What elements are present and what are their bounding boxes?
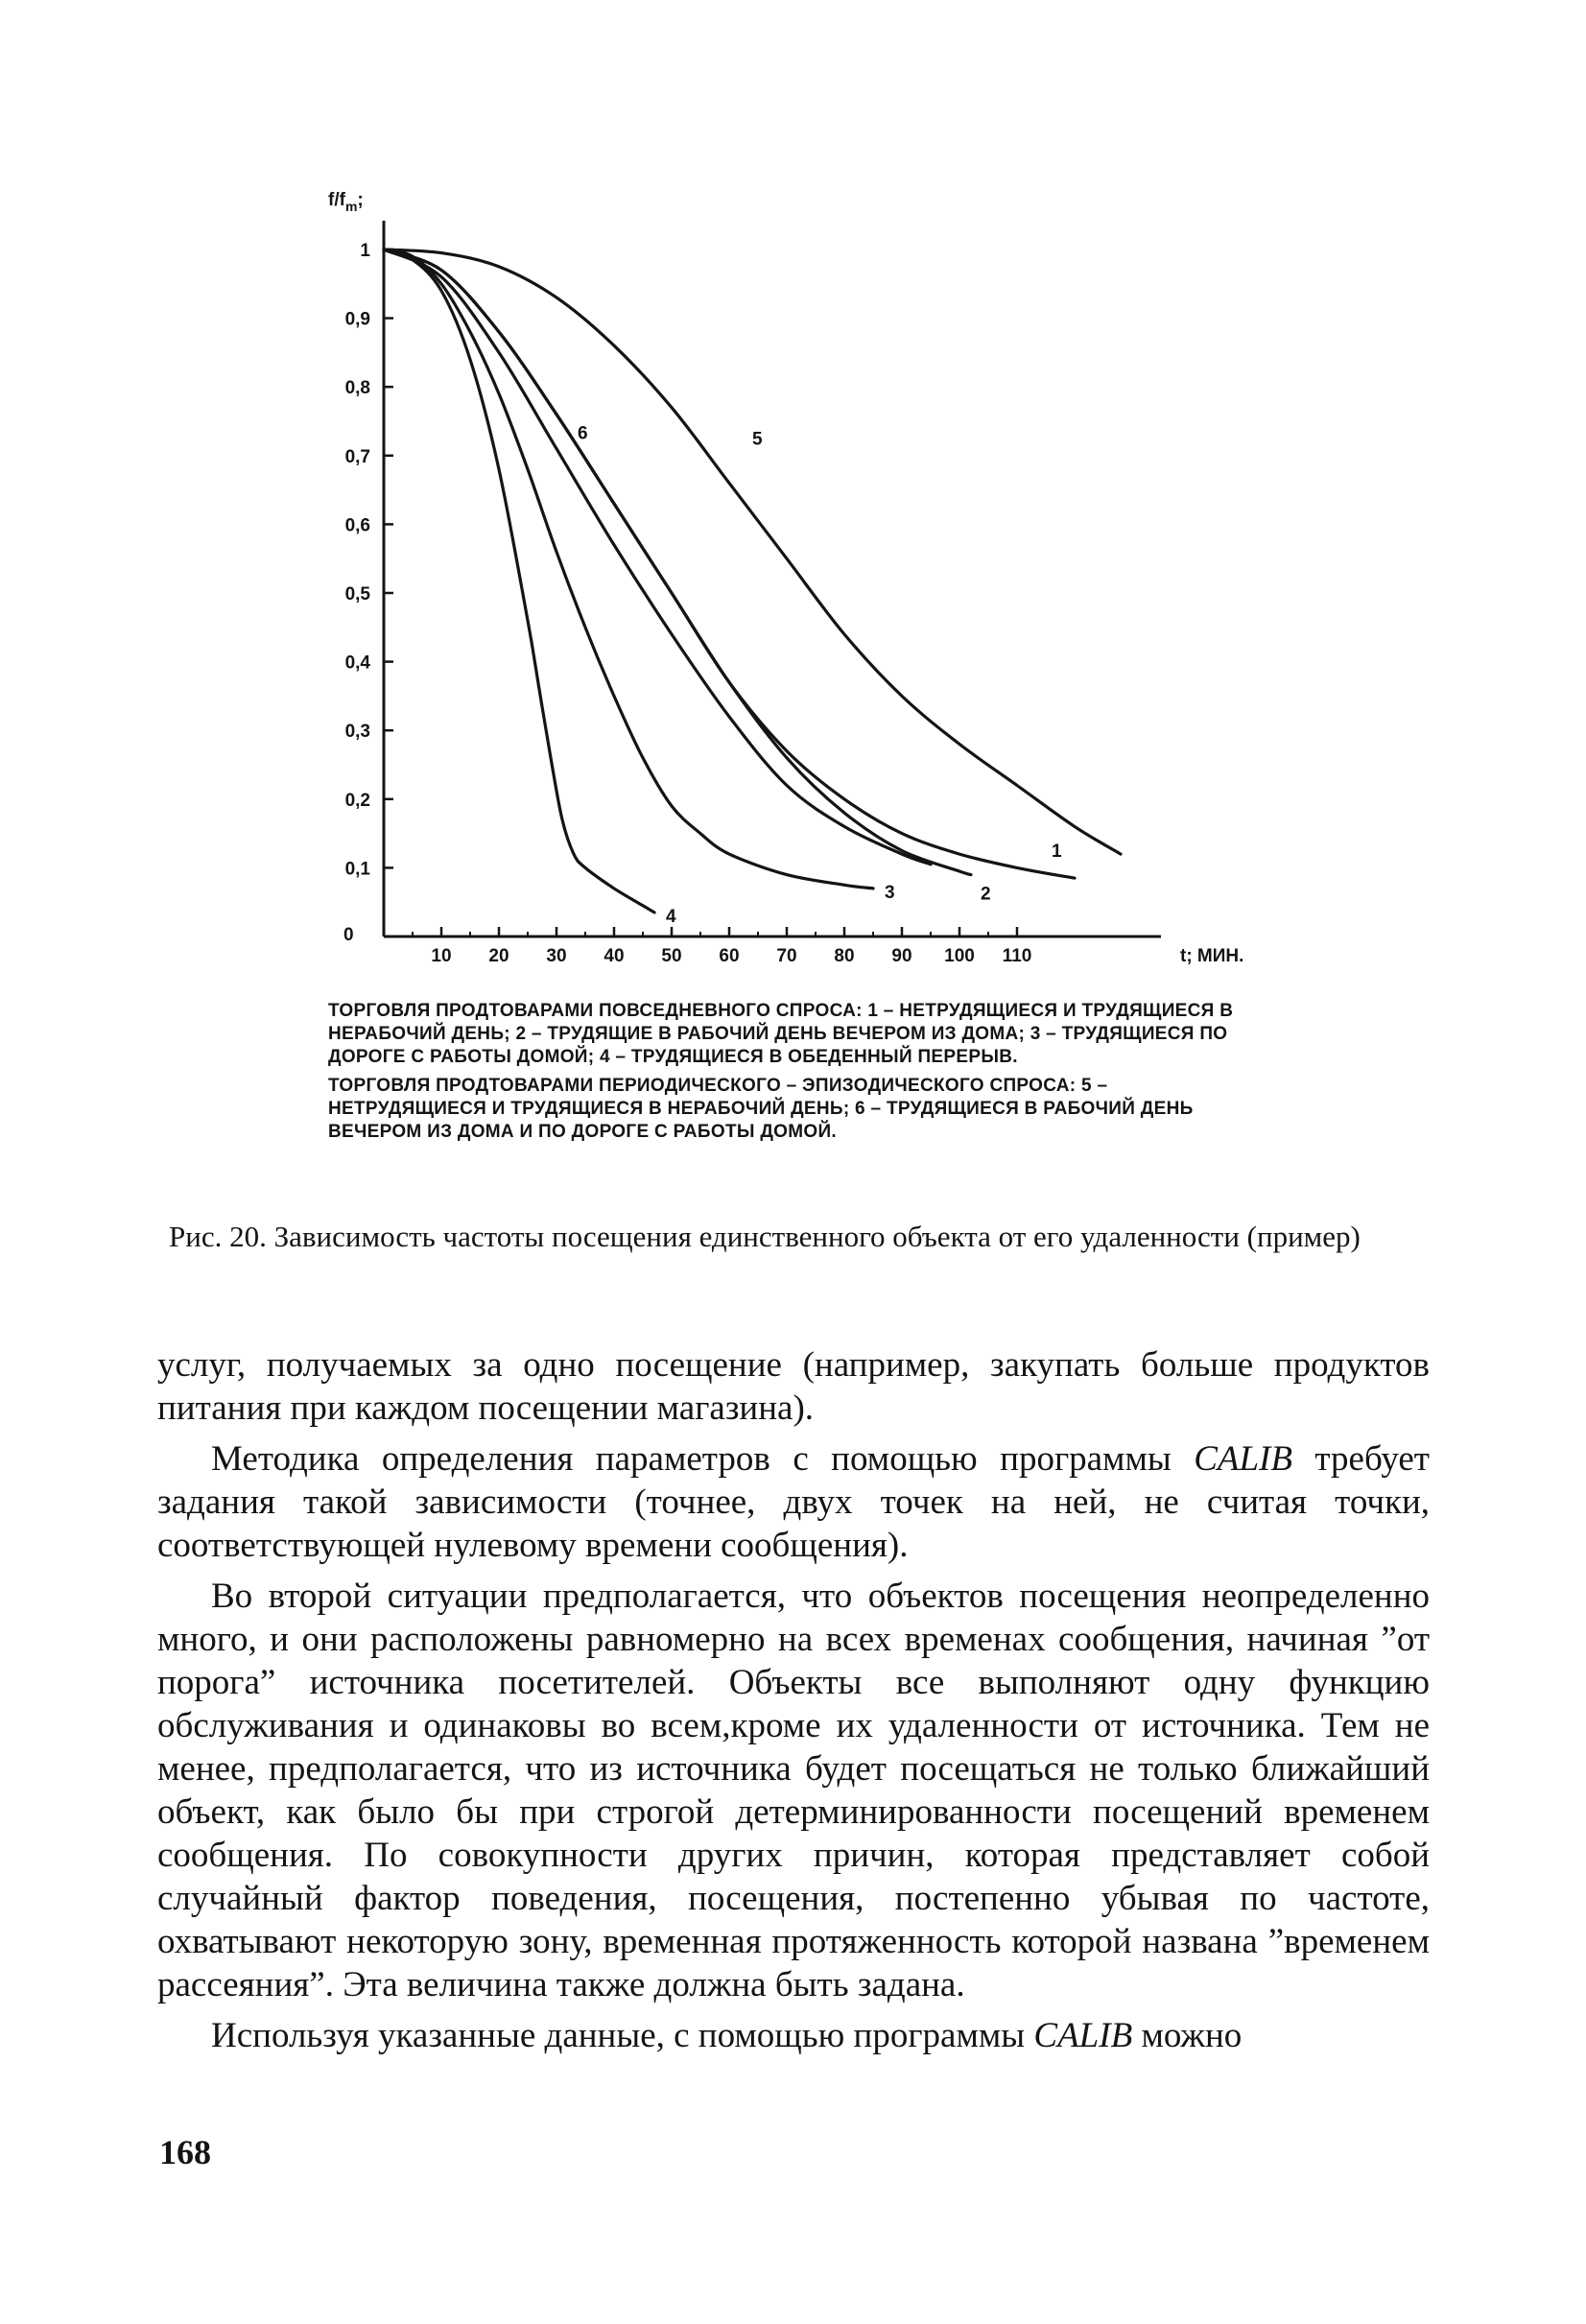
chart-curves bbox=[384, 249, 1121, 927]
x-tick-label: 110 bbox=[1002, 946, 1032, 966]
paragraph-4: Используя указанные данные, с помощью программы CALIB можно bbox=[211, 2016, 1243, 2055]
x-tick-label: 60 bbox=[719, 946, 740, 966]
curve-label-5: 5 bbox=[752, 429, 763, 450]
chart-axes bbox=[384, 221, 1161, 937]
curve-label-6: 6 bbox=[578, 423, 588, 444]
x-axis-label: t; МИН. bbox=[1180, 946, 1244, 966]
y-tick-label: 0,2 bbox=[344, 790, 370, 811]
x-tick-label: 30 bbox=[546, 946, 567, 966]
y-tick-label: 0,4 bbox=[344, 652, 370, 674]
y-tick-label: 0,9 bbox=[344, 309, 370, 330]
y-tick-label: 0,6 bbox=[344, 515, 370, 536]
y-tick-label: 0,8 bbox=[344, 378, 370, 399]
page-number: 168 bbox=[159, 2133, 211, 2171]
curve-1 bbox=[384, 249, 1075, 878]
curve-6 bbox=[384, 249, 931, 865]
legend-periodic-demand: ТОРГОВЛЯ ПРОДТОВАРАМИ ПЕРИОДИЧЕСКОГО – ЭПИЗОДИЧЕСКОГО СПРОСА: 5 – НЕТРУДЯЩИЕСЯ И ТРУДЯЩИЕСЯ В НЕРАБОЧИЙ ДЕНЬ; 6 – ТРУДЯЩИЕСЯ В РАБОЧИЙ ДЕНЬ ВЕЧЕРОМ ИЗ ДОМА И ПО ДОРОГЕ С РАБОТЫ ДОМОЙ. bbox=[328, 1076, 1194, 1142]
body-text bbox=[157, 1343, 1430, 2065]
curve-4 bbox=[384, 249, 654, 913]
program-name: CALIB bbox=[1033, 2016, 1133, 2055]
paragraph-3: Во второй ситуации предполагается, что объектов посещения неопределенно много, и они расположены равномерно на всех временах сообщения, начиная ”от порога” источника посетителей. Объекты все выполняют одну функцию обслуживания и одинаковы во всем,кроме их удаленности от источника. Тем не менее, предполагается, что из источника будет посещаться не только ближайший объект, как было бы при строгой детерминированности посещений временем сообщения. По совокупности других причин, которая представляет собой случайный фактор поведения, посещения, постепенно убывая по частоте, охватывают некоторую зону, временная протяженность которой названа ”временем рассеяния”. Эта величина также должна быть задана. bbox=[157, 1577, 1430, 2004]
x-tick-label: 90 bbox=[891, 946, 912, 966]
x-tick-label: 50 bbox=[661, 946, 682, 966]
curve-label-4: 4 bbox=[666, 906, 676, 927]
curve-2 bbox=[384, 249, 971, 875]
y-tick-label: 0,5 bbox=[344, 584, 370, 605]
y-tick-label: 0,3 bbox=[344, 722, 370, 743]
origin-label: 0 bbox=[343, 925, 354, 945]
x-tick-label: 80 bbox=[834, 946, 855, 966]
curve-label-1: 1 bbox=[1052, 842, 1062, 863]
chart-ticks bbox=[345, 241, 1032, 966]
x-tick-label: 10 bbox=[431, 946, 452, 966]
legend-daily-demand: ТОРГОВЛЯ ПРОДТОВАРАМИ ПОВСЕДНЕВНОГО СПРОСА: 1 – НЕТРУДЯЩИЕСЯ И ТРУДЯЩИЕСЯ В НЕРАБОЧИЙ ДЕНЬ; 2 – ТРУДЯЩИЕ В РАБОЧИЙ ДЕНЬ ВЕЧЕРОМ ИЗ ДОМА; 3 – ТРУДЯЩИЕСЯ ПО ДОРОГЕ С РАБОТЫ ДОМОЙ; 4 – ТРУДЯЩИЕСЯ В ОБЕДЕННЫЙ ПЕРЕРЫВ. bbox=[328, 1001, 1234, 1067]
x-tick-label: 20 bbox=[488, 946, 509, 966]
curve-label-2: 2 bbox=[981, 884, 991, 905]
paragraph-1: услуг, получаемых за одно посещение (например, закупать больше продуктов питания при каждом посещении магазина). bbox=[157, 1345, 1430, 1428]
curve-label-3: 3 bbox=[885, 882, 895, 903]
figure-legend bbox=[328, 1000, 1268, 1150]
x-tick-label: 70 bbox=[776, 946, 797, 966]
curve-5 bbox=[384, 249, 1121, 854]
x-tick-label: 100 bbox=[944, 946, 975, 966]
paragraph-2: Методика определения параметров с помощью программы CALIB требует задания такой зависимости (точнее, двух точек на ней, не считая точки, соответствующей нулевому времени сообщения). bbox=[157, 1439, 1430, 1565]
y-axis-label: $f/f_m$; bbox=[328, 190, 364, 214]
figure-caption: Рис. 20. Зависимость частоты посещения единственного объекта от его удаленности (пример) bbox=[169, 1220, 1361, 1253]
y-tick-label: 0,1 bbox=[344, 859, 370, 880]
y-tick-label: 0,7 bbox=[344, 446, 370, 467]
y-tick-label: 1 bbox=[360, 241, 370, 261]
program-name: CALIB bbox=[1194, 1439, 1292, 1479]
x-tick-label: 40 bbox=[604, 946, 625, 966]
figure-chart bbox=[288, 173, 1305, 979]
